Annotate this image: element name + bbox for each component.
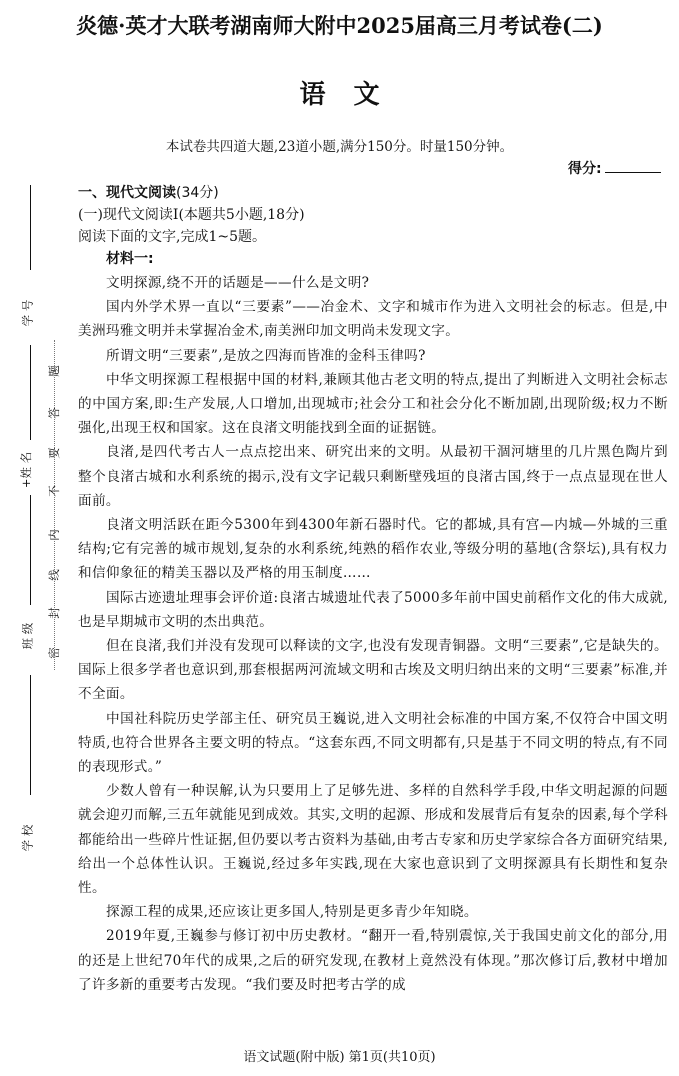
paragraph: 良渚文明活跃在距今5300年到4300年新石器时代。它的都城,具有宫—内城—外城的三重结构;它有完善的城市规划,复杂的水利系统,纯熟的稻作农业,等级分明的墓地(含祭坛),具有权力和信仰象征的精美玉器以及严格的用玉制度…… [78,517,668,582]
seal-dashed-line [54,340,56,670]
seal-char: 内 [47,529,61,541]
section-points: (34分) [176,185,219,201]
main-content [78,182,668,997]
paragraph: 国内外学术界一直以“三要素”——冶金术、文字和城市作为进入文明社会的标志。但是,中美洲玛雅文明并未掌握冶金术,南美洲印加文明尚未发现文字。 [78,299,668,340]
paragraph: 但在良渚,我们并没有发现可以释读的文字,也没有发现青铜器。文明“三要素”,它是缺失的。国际上很多学者也意识到,那套根据两河流域文明和古埃及文明归纳出来的文明“三要素”标准,并不全面。 [78,638,668,703]
page-footer: 语文试题(附中版) 第1页(共10页) [243,1050,436,1065]
label-xingming: +姓 名 [19,451,34,489]
paragraph: 文明探源,绕不开的话题是——什么是文明? [106,275,370,291]
paragraph: 中华文明探源工程根据中国的材料,兼顾其他古老文明的特点,提出了判断进入文明社会标志的中国方案,即:生产发展,人口增加,出现城市;社会分工和社会分化不断加剧,出现阶级;权力不断强化,出现王权和国家。这在良渚文明能找到全面的证据链。 [78,371,668,437]
exam-info: 本试卷共四道大题,23道小题,满分150分。时量150分钟。 [165,139,514,155]
paragraph: 国际古迹遗址理事会评价道:良渚古城遗址代表了5000多年前中国史前稻作文化的伟大成就,也是早期城市文明的杰出典范。 [78,589,668,630]
seal-char: 答 [47,407,61,419]
exam-title: 炎德·英才大联考湖南师大附中2025届高三月考试卷(二) [76,13,603,38]
subject-title: 语文 [299,80,408,110]
score-label: 得分: [568,161,602,177]
seal-char: 题 [47,365,61,377]
paragraph: 中国社科院历史学部主任、研究员王巍说,进入文明社会标准的中国方案,不仅符合中国文明特质,也符合世界各主要文明的特点。“这套东西,不同文明都有,只是基于不同文明的特点,有不同的表现形式。” [78,710,668,776]
label-xuehao: 学 号 [20,299,35,327]
subsection-title: (一)现代文阅读Ⅰ(本题共5小题,18分) [78,207,305,223]
paragraph: 所谓文明“三要素”,是放之四海而皆准的金科玉律吗? [106,347,426,364]
binding-line-top [30,185,31,270]
section-heading [78,182,668,204]
binding-line-4 [30,675,31,795]
seal-char: 不 [47,485,61,497]
binding-line-3 [30,495,31,605]
binding-line-2 [30,345,31,440]
seal-char: 封 [47,607,61,619]
label-xuexiao: 学 校 [20,824,35,852]
paragraph: 少数人曾有一种误解,认为只要用上了足够先进、多样的自然科学手段,中华文明起源的问题就会迎刃而解,三五年就能见到成效。其实,文明的起源、形成和发展背后有复杂的因素,每个学科都能给出一些碎片性证据,但仍要以考古资料为基础,由考古专家和历史学家综合各方面研究结果,给出一个总体性认识。王巍说,经过多年实践,现在大家也意识到了文明探源具有长期性和复杂性。 [78,783,668,897]
seal-char: 密 [47,647,61,659]
instruction: 阅读下面的文字,完成1~5题。 [78,229,266,245]
score-field [568,158,661,178]
label-banji: 班 级 [20,622,35,650]
score-blank [605,160,661,173]
paragraph: 探源工程的成果,还应该让更多国人,特别是更多青少年知晓。 [106,904,478,921]
seal-char: 线 [47,569,61,581]
paragraph: 良渚,是四代考古人一点点挖出来、研究出来的文明。从最初干涸河塘里的几片黑色陶片到整个良渚古城和水利系统的揭示,没有文字记载只剩断壁残垣的良渚古国,终于一点点显现在世人面前。 [78,444,668,509]
binding-margin [0,0,72,1076]
material-label: 材料一: [106,251,154,267]
paragraph: 2019年夏,王巍参与修订初中历史教材。“翻开一看,特别震惊,关于我国史前文化的部分,用的还是上世纪70年代的成果,之后的研究发现,在教材上竟然没有体现。”那次修订后,教材中增加了许多新的重要考古发现。“我们要及时把考古学的成 [78,928,668,993]
section-title: 一、现代文阅读 [78,185,176,201]
seal-char: 要 [47,447,61,459]
